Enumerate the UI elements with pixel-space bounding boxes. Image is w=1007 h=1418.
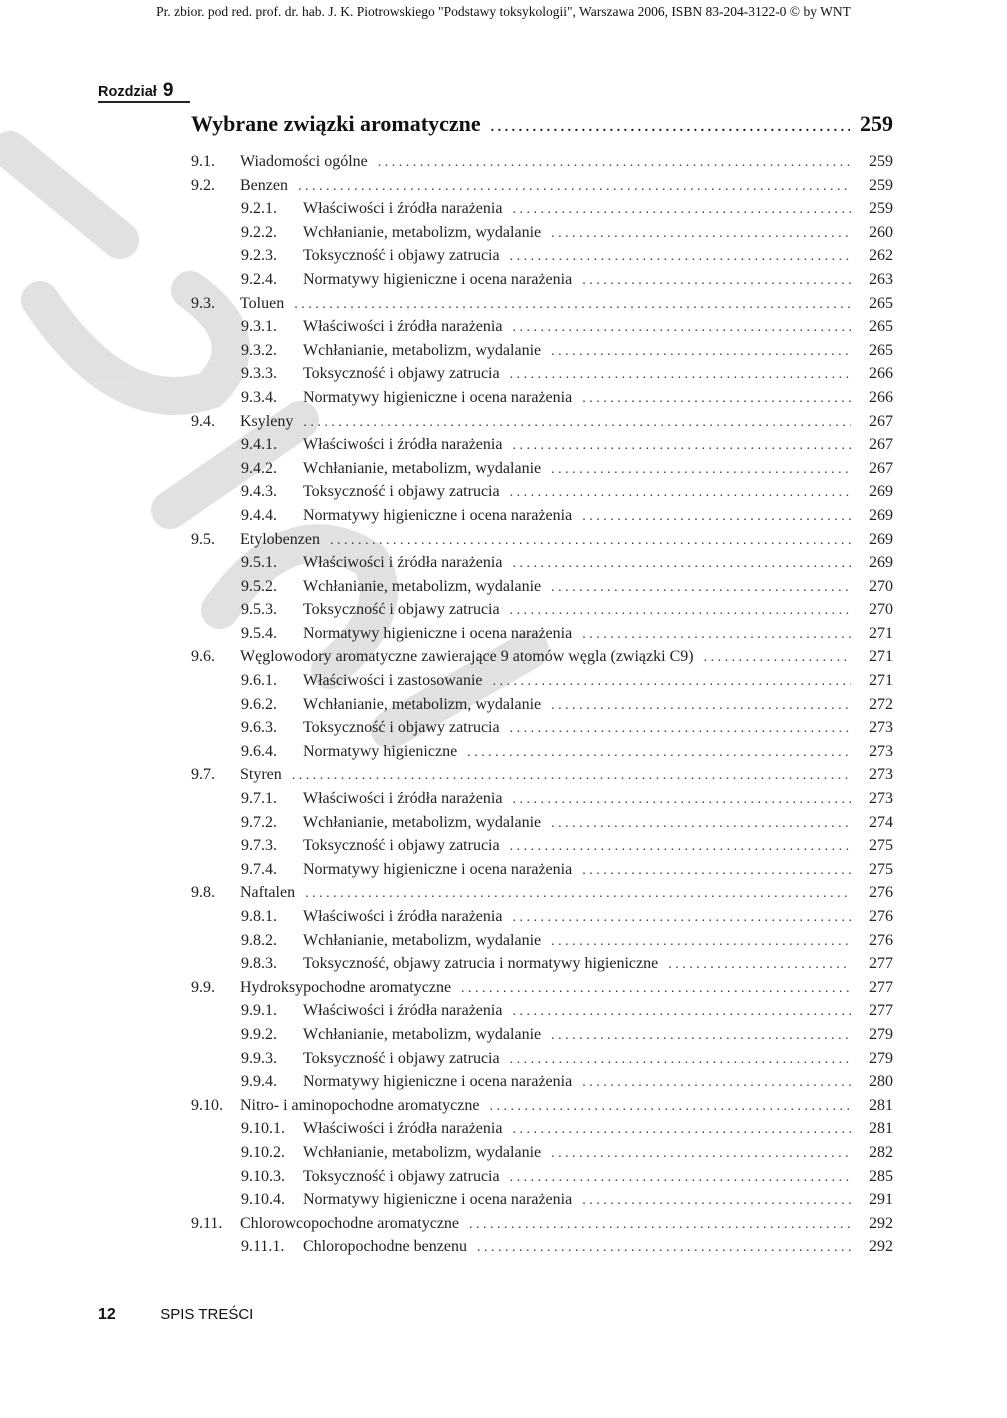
leader-dots [378,155,851,171]
toc-entry-page: 281 [869,1096,893,1114]
toc-entry-title: Normatywy higieniczne i ocena narażenia [303,1073,573,1091]
toc-entry[interactable] [191,460,893,484]
toc-entry-number: 9.11. [191,1214,223,1232]
toc-entry[interactable] [191,295,893,319]
toc-entry-page: 274 [869,813,893,831]
page-number: 12 [98,1306,116,1323]
toc-entry-title: Normatywy higieniczne i ocena narażenia [303,506,573,524]
toc-entry-number: 9.7.4. [241,860,277,878]
toc-entry-number: 9.3.4. [241,388,277,406]
toc-entry-title: Toksyczność i objawy zatrucia [303,1049,500,1067]
toc-entry-number: 9.3. [191,294,215,312]
leader-dots [510,603,851,619]
toc-entry-title: Toksyczność i objawy zatrucia [303,719,500,737]
toc-entry[interactable] [191,1050,893,1074]
leader-dots [551,1146,851,1162]
toc-entry-page: 263 [869,270,893,288]
toc-entry[interactable] [191,814,893,838]
leader-dots [305,886,851,902]
toc-entry-number: 9.9.3. [241,1049,277,1067]
toc-entry-title: Toksyczność i objawy zatrucia [303,247,500,265]
toc-entry-number: 9.10. [191,1096,223,1114]
toc-entry-number: 9.2.3. [241,247,277,265]
toc-entry[interactable] [191,1144,893,1168]
toc-entry[interactable] [191,1026,893,1050]
toc-entry[interactable] [191,955,893,979]
toc-entry-page: 285 [869,1167,893,1185]
toc-entry[interactable] [191,648,893,672]
leader-dots [292,768,851,784]
toc-entry-page: 277 [869,955,893,973]
toc-entry-title: Chlorowcopochodne aromatyczne [240,1214,460,1232]
toc-entry-number: 9.9.1. [241,1002,277,1020]
toc-entry-number: 9.6.2. [241,695,277,713]
toc-entry-page: 276 [869,884,893,902]
toc-entry-page: 281 [869,1120,893,1138]
toc-entry-number: 9.5.3. [241,601,277,619]
toc-entry-title: Toksyczność i objawy zatrucia [303,601,500,619]
leader-dots [551,934,851,950]
toc-entry[interactable] [191,413,893,437]
toc-entry[interactable] [191,177,893,201]
toc-entry-title: Toksyczność i objawy zatrucia [303,837,500,855]
toc-entry[interactable] [191,483,893,507]
toc-entry-number: 9.5.1. [241,554,277,572]
toc-entry-number: 9.10.3. [241,1167,285,1185]
leader-dots [467,745,851,761]
toc-entry-number: 9.4.4. [241,506,277,524]
toc-entry-page: 259 [869,200,893,218]
leader-dots [551,698,851,714]
toc-entry-number: 9.7. [191,766,215,784]
toc-entry-number: 9.8. [191,884,215,902]
toc-entry-title: Wchłanianie, metabolizm, wydalanie [303,459,542,477]
toc-entry-page: 280 [869,1073,893,1091]
toc-entry-page: 269 [869,530,893,548]
toc-entry-page: 273 [869,719,893,737]
leader-dots [551,1028,851,1044]
toc-entry-title: Normatywy higieniczne i ocena narażenia [303,270,573,288]
toc-entry-title: Etylobenzen [240,530,320,548]
toc-entry[interactable] [191,554,893,578]
toc-entry-page: 265 [869,294,893,312]
toc-entry[interactable] [191,696,893,720]
toc-entry-number: 9.8.1. [241,908,277,925]
toc-entry-title: Wchłanianie, metabolizm, wydalanie [303,1143,542,1161]
toc-entry-title: Wiadomości ogólne [240,153,368,170]
toc-entry[interactable] [191,1097,893,1121]
leader-dots [512,1004,851,1020]
toc-entry-number: 9.3.2. [241,341,277,359]
toc-entry-number: 9.5.2. [241,577,277,595]
toc-entry-title: Toksyczność i objawy zatrucia [303,1167,500,1185]
leader-dots [510,249,851,265]
toc-entry-page: 269 [869,554,893,572]
toc-entry-page: 259 [869,153,893,170]
toc-entry-page: 266 [869,388,893,406]
toc-entry[interactable] [191,342,893,366]
toc-entry-number: 9.7.3. [241,837,277,855]
leader-dots [582,627,851,643]
toc-entry-title: Chloropochodne benzenu [303,1238,467,1256]
chapter-page: 259 [860,111,893,136]
toc-entry-title: Ksyleny [240,412,294,430]
toc-entry-number: 9.2.4. [241,270,277,288]
toc-entry-title: Normatywy higieniczne i ocena narażenia [303,1191,573,1209]
section-name: SPIS TREŚCI [160,1306,254,1323]
toc-entry-number: 9.6.4. [241,742,277,760]
table-of-contents [191,153,893,1262]
toc-entry-page: 265 [869,318,893,336]
toc-entry-title: Wchłanianie, metabolizm, wydalanie [303,813,542,831]
toc-entry-title: Wchłanianie, metabolizm, wydalanie [303,695,542,713]
toc-entry-number: 9.2. [191,176,215,194]
toc-entry-number: 9.6. [191,648,215,666]
toc-entry-title: Normatywy higieniczne i ocena narażenia [303,860,573,878]
leader-dots [512,438,851,454]
toc-entry[interactable] [191,271,893,295]
toc-entry-title: Toksyczność i objawy zatrucia [303,483,500,501]
toc-entry-title: Właściwości i źródła narażenia [303,554,503,572]
toc-entry[interactable] [191,625,893,649]
toc-entry-page: 279 [869,1025,893,1043]
toc-entry-title: Właściwości i źródła narażenia [303,318,503,336]
toc-entry[interactable] [191,1120,893,1144]
toc-entry[interactable] [191,908,893,932]
toc-entry-title: Normatywy higieniczne i ocena narażenia [303,624,573,642]
toc-entry-number: 9.9.2. [241,1025,277,1043]
leader-dots [489,1099,851,1115]
toc-entry-number: 9.9. [191,978,215,996]
toc-entry-number: 9.5.4. [241,624,277,642]
toc-entry-page: 276 [869,931,893,949]
toc-entry-title: Naftalen [240,884,296,902]
toc-entry-number: 9.6.3. [241,719,277,737]
leader-dots [512,202,851,218]
toc-entry-number: 9.9.4. [241,1073,277,1091]
leader-dots [551,816,851,832]
leader-dots [582,1193,851,1209]
toc-entry-title: Benzen [240,176,288,194]
leader-dots [512,792,851,808]
toc-entry-number: 9.7.2. [241,813,277,831]
leader-dots [510,721,851,737]
toc-entry[interactable] [191,200,893,224]
toc-entry-number: 9.2.1. [241,200,277,218]
toc-entry[interactable] [191,1002,893,1026]
leader-dots [551,344,851,360]
toc-entry-number: 9.10.4. [241,1191,285,1209]
toc-entry-number: 9.10.2. [241,1143,285,1161]
toc-entry[interactable] [191,861,893,885]
toc-entry[interactable] [191,932,893,956]
toc-entry-page: 262 [869,247,893,265]
toc-entry-page: 292 [869,1214,893,1232]
page-footer [98,1306,253,1324]
toc-entry-page: 270 [869,577,893,595]
chapter-label-text: Rozdział [98,84,157,100]
toc-entry-page: 265 [869,341,893,359]
leader-dots [303,415,851,431]
leader-dots [512,556,851,572]
leader-dots [582,509,851,525]
chapter-title: Wybrane związki aromatyczne [191,111,481,136]
toc-entry-title: Właściwości i źródła narażenia [303,1120,503,1138]
leader-dots [510,367,851,383]
leader-dots [668,957,851,973]
toc-entry-title: Węglowodory aromatyczne zawierające 9 atomów węgla (związki C9) [240,648,694,666]
toc-entry[interactable] [191,743,893,767]
chapter-number: 9 [162,80,174,101]
toc-entry-title: Wchłanianie, metabolizm, wydalanie [303,341,542,359]
toc-entry-number: 9.8.2. [241,931,277,949]
toc-entry[interactable] [191,719,893,743]
toc-entry[interactable] [191,1238,893,1262]
toc-entry[interactable] [191,1215,893,1239]
leader-dots [704,650,851,666]
toc-entry[interactable] [191,1073,893,1097]
leader-dots [491,120,850,136]
toc-entry-title: Hydroksypochodne aromatyczne [240,978,452,996]
toc-entry[interactable] [191,507,893,531]
leader-dots [469,1217,851,1233]
toc-entry-number: 9.6.1. [241,672,277,690]
toc-entry-page: 275 [869,860,893,878]
leader-dots [510,1170,851,1186]
toc-entry-title: Właściwości i źródła narażenia [303,436,503,454]
toc-entry-number: 9.3.1. [241,318,277,336]
leader-dots [512,320,851,336]
toc-entry-title: Właściwości i zastosowanie [303,672,483,690]
toc-entry-page: 271 [869,648,893,666]
leader-dots [493,674,852,690]
leader-dots [510,1052,851,1068]
toc-entry[interactable] [191,578,893,602]
toc-entry-page: 271 [869,624,893,642]
toc-entry[interactable] [191,1168,893,1192]
toc-entry-number: 9.4. [191,412,215,430]
toc-entry-page: 279 [869,1049,893,1067]
toc-entry-number: 9.4.3. [241,483,277,501]
leader-dots [582,863,851,879]
toc-entry-title: Normatywy higieniczne [303,742,458,760]
toc-entry-page: 269 [869,483,893,501]
toc-entry-title: Toksyczność, objawy zatrucia i normatywy higieniczne [303,955,659,973]
toc-entry-page: 270 [869,601,893,619]
toc-entry-page: 269 [869,506,893,524]
toc-entry[interactable] [191,884,893,908]
toc-entry-number: 9.7.1. [241,790,277,808]
leader-dots [461,981,851,997]
toc-entry[interactable] [191,318,893,342]
leader-dots [298,179,851,195]
toc-entry-title: Styren [240,766,282,784]
toc-entry-page: 273 [869,766,893,784]
toc-entry-title: Wchłanianie, metabolizm, wydalanie [303,931,542,949]
leader-dots [330,533,851,549]
toc-entry-page: 273 [869,790,893,808]
toc-entry-page: 259 [869,176,893,194]
leader-dots [477,1240,851,1256]
toc-entry[interactable] [191,436,893,460]
toc-entry[interactable] [191,1191,893,1215]
toc-entry[interactable] [191,224,893,248]
toc-entry-number: 9.3.3. [241,365,277,383]
toc-entry-title: Wchłanianie, metabolizm, wydalanie [303,1025,542,1043]
chapter-label [98,80,173,102]
running-header: Pr. zbior. pod red. prof. dr. hab. J. K. Piotrowskiego "Podstawy toksykologii", Warszawa 2006, ISBN 83-204-3122-0 © by WNT [156,4,851,19]
toc-entry-number: 9.10.1. [241,1120,285,1138]
toc-entry-page: 267 [869,436,893,454]
leader-dots [551,462,851,478]
toc-entry-page: 267 [869,459,893,477]
toc-entry[interactable] [191,531,893,555]
chapter-underline [98,101,190,103]
toc-entry[interactable] [191,766,893,790]
leader-dots [551,226,851,242]
toc-entry[interactable] [191,601,893,625]
toc-entry[interactable] [191,153,893,177]
toc-entry-title: Właściwości i źródła narażenia [303,200,503,218]
toc-entry-number: 9.5. [191,530,215,548]
leader-dots [510,839,851,855]
chapter-title-row[interactable] [191,111,893,141]
toc-entry-page: 282 [869,1143,893,1161]
toc-entry-page: 260 [869,223,893,241]
leader-dots [510,485,851,501]
toc-entry[interactable] [191,389,893,413]
toc-entry-page: 292 [869,1238,893,1256]
toc-entry-page: 276 [869,908,893,925]
toc-entry-page: 277 [869,1002,893,1020]
toc-entry-page: 273 [869,742,893,760]
toc-entry-title: Właściwości i źródła narażenia [303,908,503,925]
toc-entry-number: 9.8.3. [241,955,277,973]
leader-dots [582,391,851,407]
toc-entry[interactable] [191,979,893,1003]
leader-dots [582,273,851,289]
leader-dots [294,297,851,313]
toc-entry[interactable] [191,365,893,389]
toc-entry-title: Toksyczność i objawy zatrucia [303,365,500,383]
toc-entry-number: 9.4.2. [241,459,277,477]
leader-dots [512,910,851,926]
toc-entry-title: Nitro- i aminopochodne aromatyczne [240,1096,480,1114]
toc-entry[interactable] [191,247,893,271]
leader-dots [582,1075,851,1091]
toc-entry-title: Wchłanianie, metabolizm, wydalanie [303,223,542,241]
toc-entry-title: Właściwości i źródła narażenia [303,1002,503,1020]
toc-entry-number: 9.11.1. [241,1238,285,1256]
toc-entry-number: 9.2.2. [241,223,277,241]
toc-entry-page: 272 [869,695,893,713]
toc-entry-title: Wchłanianie, metabolizm, wydalanie [303,577,542,595]
toc-entry-title: Toluen [240,294,285,312]
toc-entry-page: 271 [869,672,893,690]
toc-entry-page: 267 [869,412,893,430]
toc-entry-title: Normatywy higieniczne i ocena narażenia [303,388,573,406]
toc-entry-page: 275 [869,837,893,855]
toc-entry[interactable] [191,672,893,696]
toc-entry-page: 277 [869,978,893,996]
leader-dots [551,580,851,596]
leader-dots [512,1122,851,1138]
toc-entry-number: 9.4.1. [241,436,277,454]
toc-entry[interactable] [191,837,893,861]
toc-entry-number: 9.1. [191,153,215,170]
toc-entry-page: 266 [869,365,893,383]
toc-entry[interactable] [191,790,893,814]
toc-entry-title: Właściwości i źródła narażenia [303,790,503,808]
toc-entry-page: 291 [869,1191,893,1209]
